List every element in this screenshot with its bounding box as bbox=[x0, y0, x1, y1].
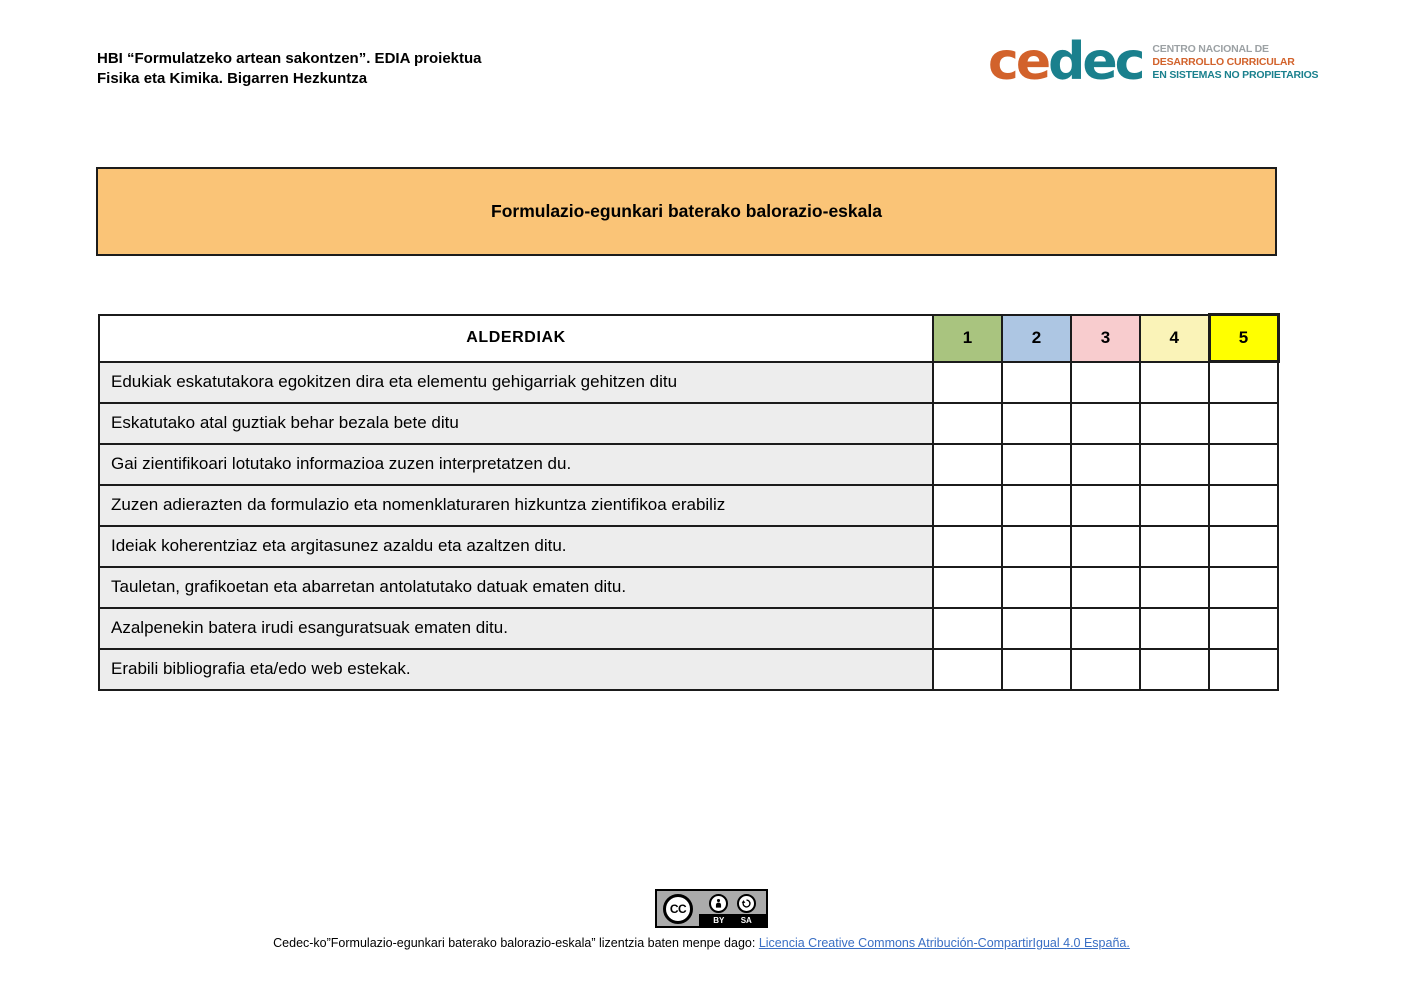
criterion-row bbox=[99, 608, 1278, 649]
score-cell bbox=[1209, 608, 1278, 649]
score-cell bbox=[1002, 526, 1071, 567]
score-header-4: 4 bbox=[1140, 315, 1209, 362]
score-cell bbox=[1002, 608, 1071, 649]
criterion-label: Ideiak koherentziaz eta argitasunez azaldu eta azaltzen ditu. bbox=[99, 526, 933, 567]
by-attribution-icon bbox=[709, 894, 728, 913]
project-header-line1: HBI “Formulatzeko artean sakontzen”. EDIA proiektua bbox=[97, 50, 482, 67]
cc-badge-icons bbox=[699, 891, 766, 914]
license-link[interactable]: Licencia Creative Commons Atribución-CompartirIgual 4.0 España. bbox=[758, 936, 1130, 950]
score-cell bbox=[1140, 362, 1209, 403]
criterion-label: Erabili bibliografia eta/edo web estekak. bbox=[99, 649, 933, 690]
score-header-1: 1 bbox=[933, 315, 1002, 362]
score-cell bbox=[1209, 444, 1278, 485]
cc-badge-right bbox=[699, 891, 766, 926]
score-cell bbox=[1071, 649, 1140, 690]
score-cell bbox=[933, 362, 1002, 403]
license-text: Cedec-ko”Formulazio-egunkari baterako balorazio-eskala” lizentzia baten menpe dago: bbox=[273, 936, 759, 950]
criterion-label: Eskatutako atal guztiak behar bezala bete ditu bbox=[99, 403, 933, 444]
sa-sharealike-icon bbox=[737, 894, 756, 913]
score-cell bbox=[1071, 526, 1140, 567]
page-title: Formulazio-egunkari baterako balorazio-eskala bbox=[491, 201, 882, 221]
table-header-row bbox=[99, 315, 1278, 362]
score-cell bbox=[1002, 444, 1071, 485]
score-cell bbox=[1071, 567, 1140, 608]
score-cell bbox=[1071, 608, 1140, 649]
score-header-3: 3 bbox=[1071, 315, 1140, 362]
score-cell bbox=[1002, 485, 1071, 526]
score-header-2: 2 bbox=[1002, 315, 1071, 362]
criterion-row bbox=[99, 362, 1278, 403]
criterion-label: Tauletan, grafikoetan eta abarretan antolatutako datuak ematen ditu. bbox=[99, 567, 933, 608]
score-cell bbox=[1140, 485, 1209, 526]
score-header-5: 5 bbox=[1209, 315, 1278, 362]
score-cell bbox=[1140, 649, 1209, 690]
criterion-row bbox=[99, 567, 1278, 608]
criterion-label: Gai zientifikoari lotutako informazioa zuzen interpretatzen du. bbox=[99, 444, 933, 485]
score-cell bbox=[1071, 403, 1140, 444]
score-cell bbox=[1209, 403, 1278, 444]
criterion-row bbox=[99, 403, 1278, 444]
score-cell bbox=[1209, 485, 1278, 526]
score-cell bbox=[1071, 485, 1140, 526]
sa-label: SA bbox=[740, 915, 752, 925]
cedec-tagline bbox=[1152, 43, 1318, 82]
cedec-logo bbox=[988, 34, 1318, 90]
title-banner bbox=[96, 167, 1277, 256]
project-header-line2: Fisika eta Kimika. Bigarren Hezkuntza bbox=[97, 70, 368, 87]
cedec-tagline-line3: EN SISTEMAS NO PROPIETARIOS bbox=[1152, 68, 1319, 81]
project-header bbox=[97, 49, 482, 89]
criterion-row bbox=[99, 526, 1278, 567]
cedec-tagline-line1: CENTRO NACIONAL DE bbox=[1152, 42, 1269, 55]
score-cell bbox=[1002, 649, 1071, 690]
score-cell bbox=[933, 526, 1002, 567]
score-cell bbox=[933, 567, 1002, 608]
criterion-row bbox=[99, 485, 1278, 526]
score-cell bbox=[1140, 403, 1209, 444]
license-line bbox=[0, 936, 1403, 950]
rubric-table bbox=[98, 313, 1280, 691]
cedec-tagline-line2: DESARROLLO CURRICULAR bbox=[1152, 55, 1295, 68]
cedec-wordmark bbox=[988, 34, 1142, 90]
cc-license-badge[interactable] bbox=[655, 889, 768, 928]
score-cell bbox=[1002, 403, 1071, 444]
score-cell bbox=[1002, 567, 1071, 608]
score-cell bbox=[1071, 444, 1140, 485]
by-label: BY bbox=[713, 915, 725, 925]
criterion-row bbox=[99, 444, 1278, 485]
score-cell bbox=[933, 403, 1002, 444]
aspects-column-header: ALDERDIAK bbox=[99, 315, 933, 362]
score-cell bbox=[933, 444, 1002, 485]
cedec-wordmark-ce: ce bbox=[988, 32, 1049, 92]
cc-badge-labels bbox=[699, 914, 766, 926]
score-cell bbox=[933, 649, 1002, 690]
cc-icon: CC bbox=[663, 894, 693, 924]
cc-logo-area bbox=[657, 891, 699, 926]
score-cell bbox=[1140, 526, 1209, 567]
criterion-label: Edukiak eskatutakora egokitzen dira eta elementu gehigarriak gehitzen ditu bbox=[99, 362, 933, 403]
score-cell bbox=[1209, 567, 1278, 608]
cedec-wordmark-dec: dec bbox=[1048, 32, 1143, 92]
criterion-label: Zuzen adierazten da formulazio eta nomenklaturaren hizkuntza zientifikoa erabiliz bbox=[99, 485, 933, 526]
score-cell bbox=[1209, 362, 1278, 403]
score-cell bbox=[933, 608, 1002, 649]
score-cell bbox=[1209, 649, 1278, 690]
score-cell bbox=[933, 485, 1002, 526]
criterion-row bbox=[99, 649, 1278, 690]
score-cell bbox=[1002, 362, 1071, 403]
score-cell bbox=[1140, 444, 1209, 485]
criterion-label: Azalpenekin batera irudi esanguratsuak ematen ditu. bbox=[99, 608, 933, 649]
score-cell bbox=[1071, 362, 1140, 403]
score-cell bbox=[1209, 526, 1278, 567]
score-cell bbox=[1140, 567, 1209, 608]
score-cell bbox=[1140, 608, 1209, 649]
